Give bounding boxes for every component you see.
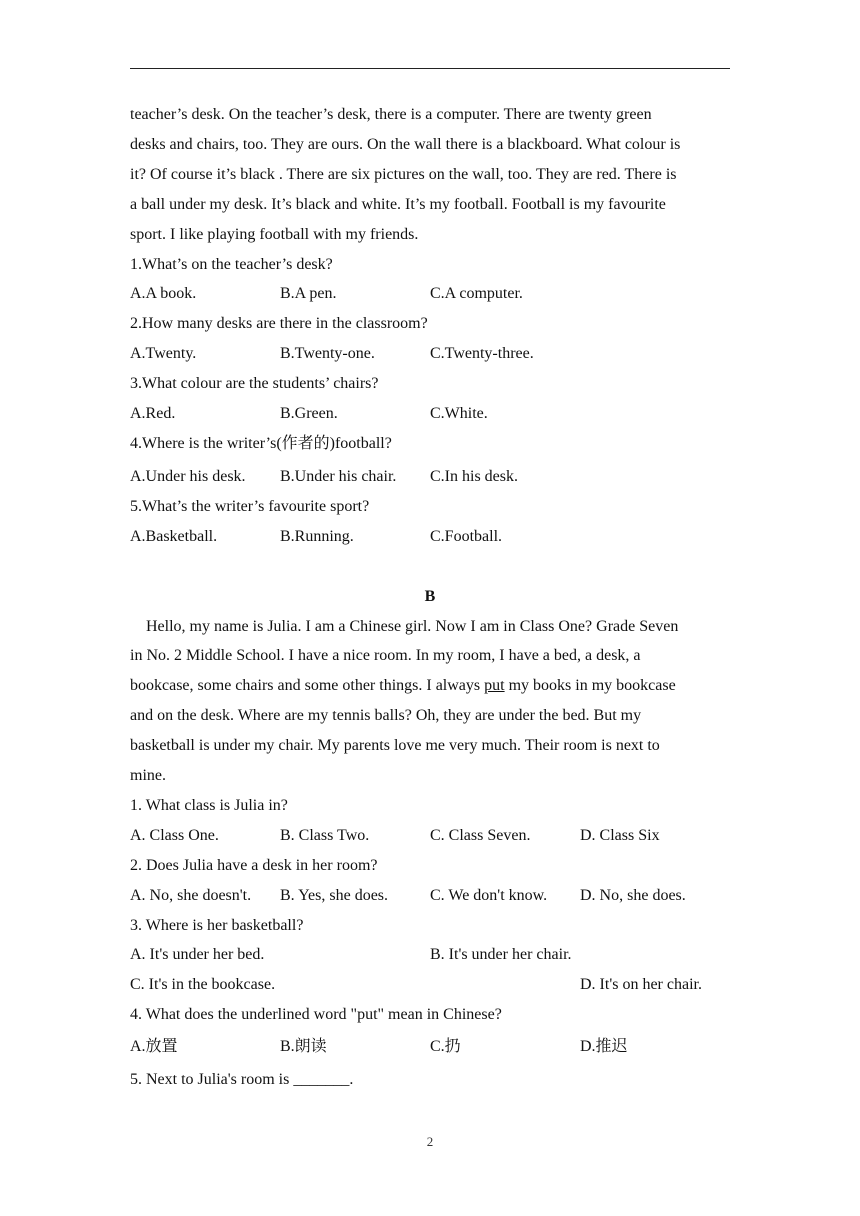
options-b3-row1: [130, 940, 730, 970]
options-b3-row2: [130, 970, 730, 1000]
option: B.A pen.: [280, 285, 337, 303]
question-a3: 3.What colour are the students’ chairs?: [130, 375, 379, 393]
options-a1: [130, 279, 730, 309]
option: B.Under his chair.: [280, 467, 397, 485]
option: A. Class One.: [130, 826, 219, 844]
options-b2: [130, 881, 730, 911]
options-b4: [130, 1032, 730, 1062]
passage-b-line: and on the desk. Where are my tennis balls? Oh, they are under the bed. But my: [130, 707, 642, 725]
option: A. It's under her bed.: [130, 946, 265, 964]
question-a1: 1.What’s on the teacher’s desk?: [130, 255, 333, 273]
option: A. No, she doesn't.: [130, 886, 252, 904]
option: A.Under his desk.: [130, 467, 246, 485]
passage-a-line: it? Of course it’s black . There are six pictures on the wall, too. They are red. There is: [130, 165, 677, 183]
option: B. It's under her chair.: [430, 946, 572, 964]
passage-a-line: sport. I like playing football with my friends.: [130, 225, 419, 243]
passage-b-line: basketball is under my chair. My parents love me very much. Their room is next to: [130, 737, 660, 755]
option: D.推迟: [580, 1038, 628, 1056]
passage-a-line: a ball under my desk. It’s black and white. It’s my football. Football is my favourite: [130, 195, 666, 213]
options-a2: [130, 339, 730, 369]
question-b5: 5. Next to Julia's room is _______.: [130, 1071, 354, 1089]
text: bookcase, some chairs and some other things. I always: [130, 677, 485, 695]
option: A.放置: [130, 1038, 178, 1056]
passage-a-line: teacher’s desk. On the teacher’s desk, there is a computer. There are twenty green: [130, 106, 652, 123]
passage-b-line: [130, 671, 730, 701]
options-a4: [130, 462, 730, 492]
option: D. No, she does.: [580, 886, 686, 904]
passage-b-line: Hello, my name is Julia. I am a Chinese girl. Now I am in Class One? Grade Seven: [146, 617, 679, 635]
text: my books in my bookcase: [504, 677, 676, 695]
question-b3: 3. Where is her basketball?: [130, 916, 304, 934]
option: A.Red.: [130, 405, 176, 423]
passage-b-line: in No. 2 Middle School. I have a nice room. In my room, I have a bed, a desk, a: [130, 647, 641, 665]
options-a3: [130, 399, 730, 429]
option: C. We don't know.: [430, 886, 548, 904]
page-content: [130, 100, 730, 1095]
passage-a-line: desks and chairs, too. They are ours. On the wall there is a blackboard. What colour is: [130, 135, 681, 153]
option: D. Class Six: [580, 826, 660, 844]
question-b4: 4. What does the underlined word "put" mean in Chinese?: [130, 1006, 502, 1024]
option: B. Yes, she does.: [280, 886, 389, 904]
option: A.Twenty.: [130, 345, 197, 363]
option: B.Green.: [280, 405, 338, 423]
option: B. Class Two.: [280, 826, 370, 844]
options-b1: [130, 821, 730, 851]
option: C.Twenty-three.: [430, 345, 534, 363]
option: C. It's in the bookcase.: [130, 976, 276, 994]
page-number: 2: [426, 1134, 434, 1149]
section-b-title: B: [424, 587, 436, 605]
option: C.Football.: [430, 527, 503, 545]
header-rule: [130, 68, 730, 69]
option: C. Class Seven.: [430, 826, 531, 844]
option: B.朗读: [280, 1038, 327, 1056]
question-a5: 5.What’s the writer’s favourite sport?: [130, 497, 370, 515]
option: B.Twenty-one.: [280, 345, 375, 363]
option: A.Basketball.: [130, 527, 218, 545]
option: D. It's on her chair.: [580, 976, 702, 994]
option: B.Running.: [280, 527, 354, 545]
option: C.White.: [430, 405, 488, 423]
option: C.A computer.: [430, 285, 523, 303]
option: A.A book.: [130, 285, 197, 303]
underlined-word: put: [484, 677, 505, 695]
question-b2: 2. Does Julia have a desk in her room?: [130, 856, 378, 874]
passage-b-line: mine.: [130, 767, 166, 785]
question-a2: 2.How many desks are there in the classroom?: [130, 315, 428, 333]
question-b1: 1. What class is Julia in?: [130, 796, 288, 814]
question-a4: 4.Where is the writer’s(作者的)football?: [130, 434, 392, 452]
options-a5: [130, 522, 730, 552]
option: C.扔: [430, 1038, 461, 1056]
option: C.In his desk.: [430, 467, 518, 485]
